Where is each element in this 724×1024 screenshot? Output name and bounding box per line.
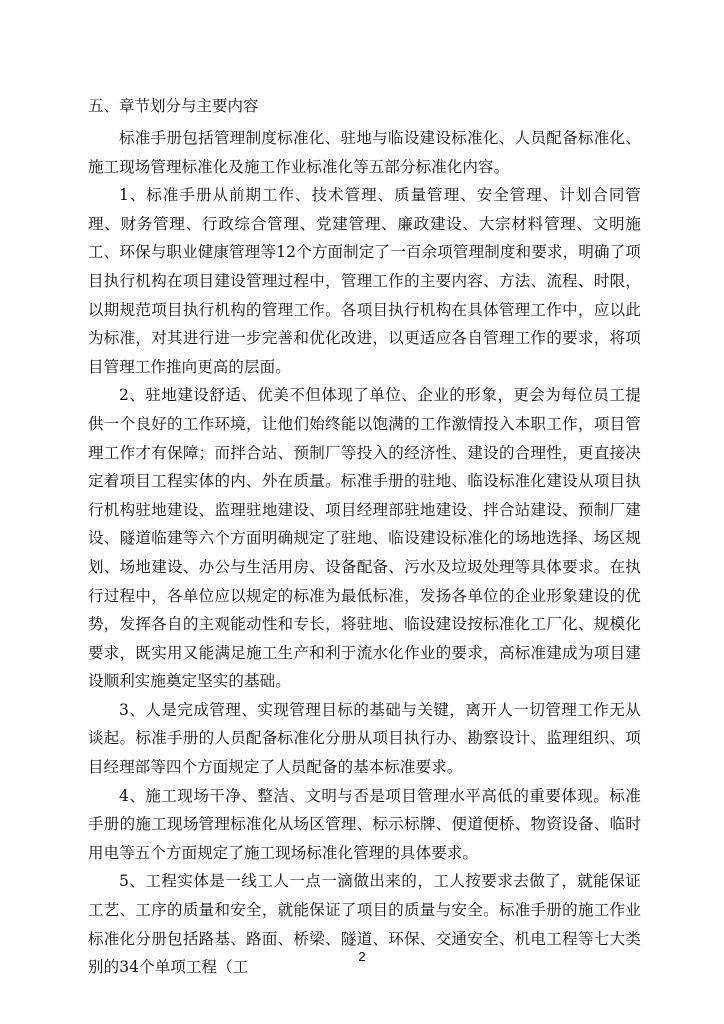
paragraph-staffing: 3、人是完成管理、实现管理目标的基础与关键，离开人一切管理工作无从谈起。标准手册的人员配备标准化分册从项目执行办、勘察设计、监理组织、项目经理部等四个方面规定了人员配备的基本标准要求。 xyxy=(88,700,641,777)
body-text xyxy=(88,124,641,982)
paragraph-management-system: 1、标准手册从前期工作、技术管理、质量管理、安全管理、计划合同管理、财务管理、行政综合管理、党建管理、廉政建设、大宗材料管理、文明施工、环保与职业健康管理等12个方面制定了一百余项管理制度和要求，明确了项目执行机构在项目建设管理过程中，管理工作的主要内容、方法、流程、时限，以期规范项目执行机构的管理工作。各项目执行机构在具体管理工作中，应以此为标准，对其进行进一步完善和优化改进，以更适应各自管理工作的要求，将项目管理工作推向更高的层面。 xyxy=(88,186,641,376)
section-heading: 五、章节划分与主要内容 xyxy=(88,97,259,115)
paragraph-site-management: 4、施工现场干净、整洁、文明与否是项目管理水平高低的重要体现。标准手册的施工现场管理标准化从场区管理、标示标牌、便道便桥、物资设备、临时用电等五个方面规定了施工现场标准化管理的具体要求。 xyxy=(88,786,641,862)
page-number: 2 xyxy=(358,949,366,964)
intro-paragraph: 标准手册包括管理制度标准化、驻地与临设建设标准化、人员配备标准化、施工现场管理标准化及施工作业标准化等五部分标准化内容。 xyxy=(88,129,641,176)
paragraph-construction-work: 5、工程实体是一线工人一点一滴做出来的，工人按要求去做了，就能保证工艺、工序的质量和安全，就能保证了项目的质量与安全。标准手册的施工作业标准化分册包括路基、路面、桥梁、隧道、环保、交通安全、机电工程等七大类别的34个单项工程（工 xyxy=(88,872,641,977)
paragraph-site-construction: 2、驻地建设舒适、优美不但体现了单位、企业的形象，更会为每位员工提供一个良好的工作环境，让他们始终能以饱满的工作激情投入本职工作，项目管理工作才有保障；而拌合站、预制厂等投入的经济性、建设的合理性，更直接决定着项目工程实体的内、外在质量。标准手册的驻地、临设标准化建设从项目执行机构驻地建设、监理驻地建设、项目经理部驻地建设、拌合站建设、预制厂建设、隧道临建等六个方面明确规定了驻地、临设建设标准化的场地选择、场区规划、场地建设、办公与生活用房、设备配备、污水及垃圾处理等具体要求。在执行过程中，各单位应以规定的标准为最低标准，发扬各单位的企业形象建设的优势，发挥各自的主观能动性和专长，将驻地、临设建设按标准化工厂化、规模化要求，既实用又能满足施工生产和利于流水化作业的要求，高标准建成为项目建设顺利实施奠定坚实的基础。 xyxy=(88,386,641,691)
